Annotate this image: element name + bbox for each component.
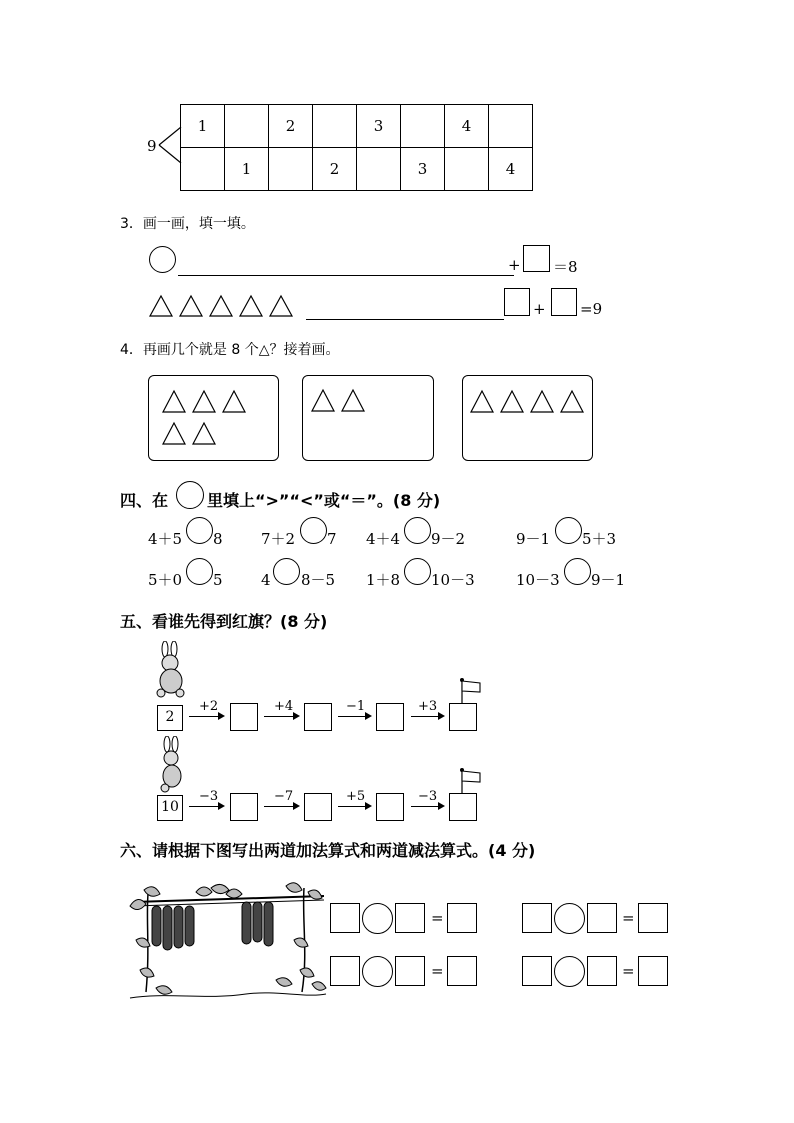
- eq-operator-circle[interactable]: [554, 956, 585, 987]
- split-cell[interactable]: 1: [181, 105, 225, 148]
- answer-box[interactable]: [504, 288, 530, 316]
- compare-left: 4＋4: [366, 530, 401, 548]
- eq-operator-circle[interactable]: [362, 956, 393, 987]
- op-label: −1: [346, 699, 366, 714]
- triangle-group: [469, 388, 591, 418]
- q3-title: 3．画一画，填一填。: [120, 216, 255, 232]
- split-total: 9: [147, 137, 157, 155]
- eq-sign: =: [622, 962, 635, 980]
- arrow: [264, 806, 298, 807]
- split-cell[interactable]: 1: [225, 148, 269, 191]
- op-label: +2: [199, 699, 219, 714]
- start-box: [157, 705, 183, 731]
- eq-sign: =: [431, 909, 444, 927]
- op-label: +5: [346, 789, 366, 804]
- arrow: [189, 716, 223, 717]
- draw-panel-1[interactable]: [148, 375, 279, 461]
- compare-circle[interactable]: [186, 517, 213, 544]
- eq-box[interactable]: [638, 956, 668, 986]
- circle-icon: [176, 481, 204, 509]
- triangle-group: [161, 388, 261, 448]
- eq-box[interactable]: [330, 903, 360, 933]
- split-cell[interactable]: 4: [489, 148, 533, 191]
- chain-box[interactable]: [376, 703, 404, 731]
- compare-circle[interactable]: [555, 517, 582, 544]
- triangle-row: [148, 294, 298, 322]
- eq-operator-circle[interactable]: [362, 903, 393, 934]
- chain-box[interactable]: [449, 793, 477, 821]
- split-cell[interactable]: [445, 148, 489, 191]
- split-cell[interactable]: [357, 148, 401, 191]
- arrow: [411, 806, 443, 807]
- op-label: +3: [418, 699, 438, 714]
- compare-right: 5＋3: [582, 530, 617, 548]
- arrow: [264, 716, 298, 717]
- eq-box[interactable]: [522, 903, 552, 933]
- split-cell[interactable]: 4: [445, 105, 489, 148]
- compare-left: 1＋8: [366, 571, 401, 589]
- split-cell[interactable]: 2: [313, 148, 357, 191]
- split-cell[interactable]: [225, 105, 269, 148]
- eq-box[interactable]: [587, 956, 617, 986]
- arrow: [338, 806, 370, 807]
- split-cell[interactable]: [313, 105, 357, 148]
- op-label: −7: [274, 789, 294, 804]
- eq-box[interactable]: [447, 956, 477, 986]
- sec4-title-b: 里填上“>”“<”或“＝”。(8 分): [207, 491, 441, 510]
- arrow: [411, 716, 443, 717]
- compare-right: 8－5: [301, 571, 336, 589]
- cucumber-picture: [126, 880, 330, 1002]
- split-cell[interactable]: [489, 105, 533, 148]
- compare-left: 5＋0: [148, 571, 183, 589]
- split-row-top: [181, 105, 533, 148]
- split-cell[interactable]: [269, 148, 313, 191]
- draw-panel-3[interactable]: [462, 375, 593, 461]
- split-cell[interactable]: 3: [401, 148, 445, 191]
- chain-box[interactable]: [230, 793, 258, 821]
- eq-sign: =: [431, 962, 444, 980]
- compare-circle[interactable]: [404, 517, 431, 544]
- start-value: 2: [165, 709, 175, 725]
- eq-box[interactable]: [447, 903, 477, 933]
- flag-icon: [457, 677, 483, 704]
- draw-line[interactable]: [306, 304, 504, 320]
- arrow: [189, 806, 223, 807]
- eq-box[interactable]: [395, 956, 425, 986]
- op-label: −3: [418, 789, 438, 804]
- plus-sign: +: [533, 300, 546, 318]
- split-cell[interactable]: 2: [269, 105, 313, 148]
- q3-line1-tail: ＝8: [553, 258, 578, 276]
- compare-right: 5: [213, 571, 223, 589]
- split-cell[interactable]: [181, 148, 225, 191]
- arrow: [338, 716, 370, 717]
- rabbit-icon: [152, 641, 190, 699]
- answer-box[interactable]: [523, 245, 550, 272]
- eq-box[interactable]: [587, 903, 617, 933]
- eq-box[interactable]: [522, 956, 552, 986]
- draw-line[interactable]: [178, 260, 514, 276]
- chain-box[interactable]: [304, 793, 332, 821]
- sec6-title: 六、请根据下图写出两道加法算式和两道减法算式。(4 分): [120, 841, 536, 860]
- compare-circle[interactable]: [404, 558, 431, 585]
- op-label: −3: [199, 789, 219, 804]
- circle-shape: [149, 246, 176, 273]
- compare-left: 10－3: [516, 571, 560, 589]
- compare-left: 7＋2: [261, 530, 296, 548]
- split-cell[interactable]: 3: [357, 105, 401, 148]
- compare-right: 9－2: [431, 530, 466, 548]
- split-row-bottom: [181, 148, 533, 191]
- compare-right: 10－3: [431, 571, 475, 589]
- compare-circle[interactable]: [564, 558, 591, 585]
- compare-left: 9－1: [516, 530, 551, 548]
- flag-icon: [457, 767, 483, 794]
- eq-operator-circle[interactable]: [554, 903, 585, 934]
- chain-box[interactable]: [230, 703, 258, 731]
- chain-box[interactable]: [304, 703, 332, 731]
- answer-box[interactable]: [551, 288, 577, 316]
- eq-sign: =: [622, 909, 635, 927]
- triangle-group: [310, 387, 374, 417]
- eq-box[interactable]: [330, 956, 360, 986]
- compare-left: 4: [261, 571, 271, 589]
- sec4-title-a: 四、在: [120, 491, 169, 510]
- compare-left: 4＋5: [148, 530, 183, 548]
- split-table: [180, 104, 533, 191]
- plus-sign: +: [508, 256, 521, 274]
- op-label: +4: [274, 699, 294, 714]
- split-cell[interactable]: [401, 105, 445, 148]
- sec5-title: 五、看谁先得到红旗？(8 分): [120, 612, 328, 631]
- compare-circle[interactable]: [273, 558, 300, 585]
- eq-box[interactable]: [638, 903, 668, 933]
- compare-right: 9－1: [591, 571, 626, 589]
- compare-circle[interactable]: [300, 517, 327, 544]
- start-value: 10: [161, 799, 179, 815]
- start-box: [157, 795, 183, 821]
- chain-box[interactable]: [376, 793, 404, 821]
- compare-circle[interactable]: [186, 558, 213, 585]
- rabbit-icon: [155, 736, 189, 794]
- eq-box[interactable]: [395, 903, 425, 933]
- compare-right: 7: [327, 530, 337, 548]
- draw-panel-2[interactable]: [302, 375, 434, 461]
- chain-box[interactable]: [449, 703, 477, 731]
- q3-line2-tail: =9: [580, 300, 603, 318]
- compare-right: 8: [213, 530, 223, 548]
- q4-title: 4．再画几个就是 8 个△？接着画。: [120, 342, 340, 358]
